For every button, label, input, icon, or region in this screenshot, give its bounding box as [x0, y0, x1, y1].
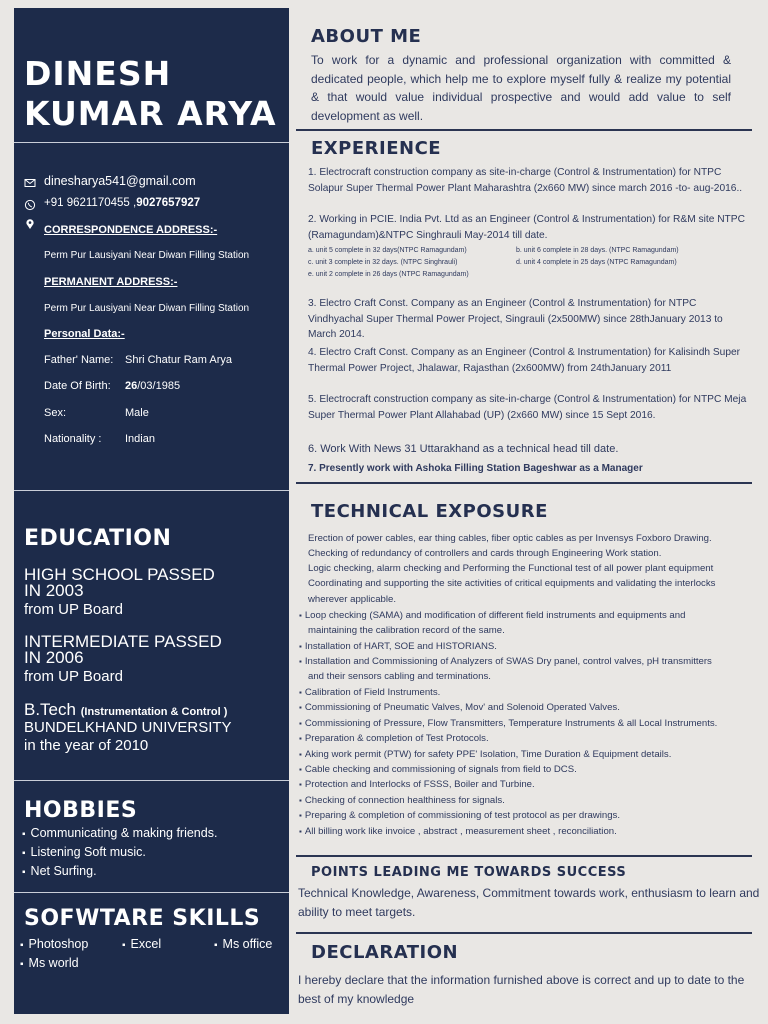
section-rule: [296, 129, 752, 131]
technical-line: and their sensors cabling and terminations.: [308, 671, 491, 682]
hobby-item: ▪ Communicating & making friends.: [22, 826, 217, 840]
personal-data-label: Personal Data:-: [44, 328, 125, 340]
skill-item: ▪ Excel: [122, 937, 161, 951]
sidebar-divider: [14, 780, 289, 781]
section-rule: [296, 855, 752, 857]
technical-bullet: ▪ Loop checking (SAMA) and modification of different field instruments and equipments and: [299, 608, 749, 623]
permanent-label: PERMANENT ADDRESS:-: [44, 276, 178, 288]
hobbies-heading: HOBBIES: [24, 798, 138, 823]
nationality-key: Nationality :: [44, 433, 102, 445]
experience-item-2: 2. Working in PCIE. India Pvt. Ltd as an Engineer (Control & Instrumentation) for R&M site NTPC (Ramagundam)&NTPC Singhrauli May-2014 till date.: [308, 214, 745, 241]
technical-line: Coordinating and supporting the site activities of critical equipments and validating the interlocks: [308, 578, 716, 589]
experience-sub-b: b. unit 6 complete in 28 days. (NTPC Ramagundam): [516, 247, 679, 254]
section-rule: [296, 932, 752, 934]
hobby-item: ▪ Listening Soft music.: [22, 845, 146, 859]
technical-bullet: ▪ All billing work like invoice , abstract , measurement sheet , reconciliation.: [299, 824, 749, 839]
high-school-board: from UP Board: [24, 601, 123, 618]
high-school-title-line2: IN 2003: [24, 581, 84, 600]
experience-heading: EXPERIENCE: [311, 138, 442, 159]
permanent-address: Perm Pur Lausiyani Near Diwan Filling Station: [44, 303, 250, 314]
technical-line: maintaining the calibration record of the same.: [308, 625, 505, 636]
intermediate-title: [24, 634, 286, 666]
software-skills-heading: SOFWTARE SKILLS: [24, 906, 261, 931]
technical-line: wherever applicable.: [308, 594, 396, 605]
skill-item: ▪ Photoshop: [20, 937, 88, 951]
technical-bullet: ▪ Preparation & completion of Test Protocols.: [299, 731, 749, 746]
technical-bullet: ▪ Installation and Commissioning of Analyzers of SWAS Dry panel, control valves, pH transmitters: [299, 654, 749, 669]
experience-sub-e: e. unit 2 complete in 26 days (NTPC Ramagundam): [308, 271, 469, 278]
technical-bullet: ▪ Protection and Interlocks of FSSS, Boiler and Turbine.: [299, 777, 749, 792]
btech-year: in the year of 2010: [24, 737, 149, 754]
technical-line: Checking of redundancy of controllers and cards through Engineering Work station.: [308, 548, 662, 559]
btech-degree: B.Tech: [24, 700, 76, 719]
correspondence-address: Perm Pur Lausiyani Near Diwan Filling Station: [44, 250, 250, 261]
technical-bullet: ▪ Commissioning of Pressure, Flow Transmitters, Temperature Instruments & all Local Instruments.: [299, 716, 749, 731]
experience-item-6: 6. Work With News 31 Uttarakhand as a technical head till date.: [308, 443, 619, 455]
section-rule: [296, 482, 752, 484]
hobby-item: ▪ Net Surfing.: [22, 864, 97, 878]
father-key: Father' Name:: [44, 354, 114, 366]
intermediate-title-line2: IN 2006: [24, 648, 84, 667]
about-text: To work for a dynamic and professional organization with committed & dedicated people, which help me to explore myself fully & realize my potential & that would value individual prospective and would add value to self development as well.: [311, 53, 731, 123]
experience-sub-c: c. unit 3 complete in 32 days. (NTPC Singhrauli): [308, 259, 458, 266]
name-line1: DINESH: [24, 54, 172, 93]
technical-bullet: ▪ Cable checking and commissioning of signals from field to DCS.: [299, 762, 749, 777]
phone-text: [44, 197, 200, 209]
experience-sub-d: d. unit 4 complete in 25 days (NTPC Ramagundam): [516, 259, 677, 266]
btech-university: BUNDELKHAND UNIVERSITY: [24, 719, 232, 736]
sex-key: Sex:: [44, 407, 67, 419]
phone-secondary: 9027657927: [136, 197, 201, 209]
points-text: Technical Knowledge, Awareness, Commitment towards work, enthusiasm to learn and ability to meet targets.: [298, 886, 760, 919]
sidebar-divider: [14, 142, 289, 143]
skill-item: ▪ Ms office: [214, 937, 272, 951]
high-school-title-line1: HIGH SCHOOL PASSED: [24, 565, 215, 584]
education-heading: EDUCATION: [24, 526, 172, 551]
candidate-name: [24, 54, 289, 134]
dob-rest: /03/1985: [137, 380, 181, 392]
dob-day: 26: [125, 380, 138, 392]
experience-sub-a: a. unit 5 complete in 32 days(NTPC Ramagundam): [308, 247, 467, 254]
technical-bullet: ▪ Calibration of Field Instruments.: [299, 685, 749, 700]
father-value: Shri Chatur Ram Arya: [125, 354, 232, 366]
skill-item: ▪ Ms world: [20, 956, 79, 970]
dob-key: Date Of Birth:: [44, 380, 111, 392]
technical-bullet: ▪ Checking of connection healthiness for signals.: [299, 793, 749, 808]
declaration-heading: DECLARATION: [311, 942, 459, 963]
sidebar-divider: [14, 892, 289, 893]
intermediate-title-line1: INTERMEDIATE PASSED: [24, 632, 222, 651]
sidebar-divider: [14, 490, 289, 491]
btech-branch: (Instrumentation & Control ): [80, 706, 228, 718]
technical-bullet: ▪ Commissioning of Pneumatic Valves, Mov' and Solenoid Operated Valves.: [299, 700, 749, 715]
experience-item-3: 3. Electro Craft Const. Company as an Engineer (Control & Instrumentation) for NTPC Vindhyachal Super Thermal Power Project, Singrauli (2x500MW) since 28thJanuary 2013 to March 2014.: [308, 298, 723, 340]
sex-value: Male: [125, 407, 149, 419]
phone-icon: [24, 199, 36, 211]
envelope-icon: [24, 177, 36, 189]
sidebar: [14, 8, 289, 1014]
technical-bullet: ▪ Installation of HART, SOE and HISTORIANS.: [299, 639, 749, 654]
technical-bullet: ▪ Preparing & completion of commissioning of test protocol as per drawings.: [299, 808, 749, 823]
name-line2: KUMAR ARYA: [24, 94, 277, 133]
intermediate-board: from UP Board: [24, 668, 123, 685]
location-pin-icon: [24, 218, 36, 230]
phone-primary: +91 9621170455 ,: [44, 197, 137, 209]
experience-item-7: 7. Presently work with Ashoka Filling Station Bageshwar as a Manager: [308, 463, 643, 474]
high-school-title: [24, 567, 286, 599]
about-heading: ABOUT ME: [311, 26, 422, 47]
btech-title: [24, 700, 227, 720]
experience-item-4: 4. Electro Craft Const. Company as an Engineer (Control & Instrumentation) for Kalisindh Super Thermal Power Project, Jhalawar, Rajasthan (2x600MW) from 24thJanuary 2011: [308, 347, 741, 374]
technical-exposure-heading: TECHNICAL EXPOSURE: [311, 501, 548, 522]
experience-item-1: 1. Electrocraft construction company as site-in-charge (Control & Instrumentation) for NTPC Solapur Super Thermal Power Plant Maharashtra (2x660 MW) since march 2016 -to- aug-2016..: [308, 167, 743, 194]
dob-value: [125, 380, 180, 392]
points-heading: POINTS LEADING ME TOWARDS SUCCESS: [311, 865, 627, 880]
correspondence-label: CORRESPONDENCE ADDRESS:-: [44, 224, 218, 236]
declaration-text: I hereby declare that the information furnished above is correct and up to date to the best of my knowledge: [298, 973, 745, 1006]
technical-line: Logic checking, alarm checking and Performing the Functional test of all power plant equipment: [308, 563, 714, 574]
nationality-value: Indian: [125, 433, 155, 445]
experience-item-5: 5. Electrocraft construction company as site-in-charge (Control & Instrumentation) for NTPC Meja Super Thermal Power Plant Allahabad (UP) (2x660 MW) since 15 Sept 2016.: [308, 394, 747, 421]
technical-bullet: ▪ Aking work permit (PTW) for safety PPE' Isolation, Time Duration & Equipment details.: [299, 747, 749, 762]
email-text: dinesharya541@gmail.com: [44, 174, 196, 188]
technical-line: Erection of power cables, ear thing cables, fiber optic cables as per Invensys Foxboro Drawing.: [308, 533, 712, 544]
